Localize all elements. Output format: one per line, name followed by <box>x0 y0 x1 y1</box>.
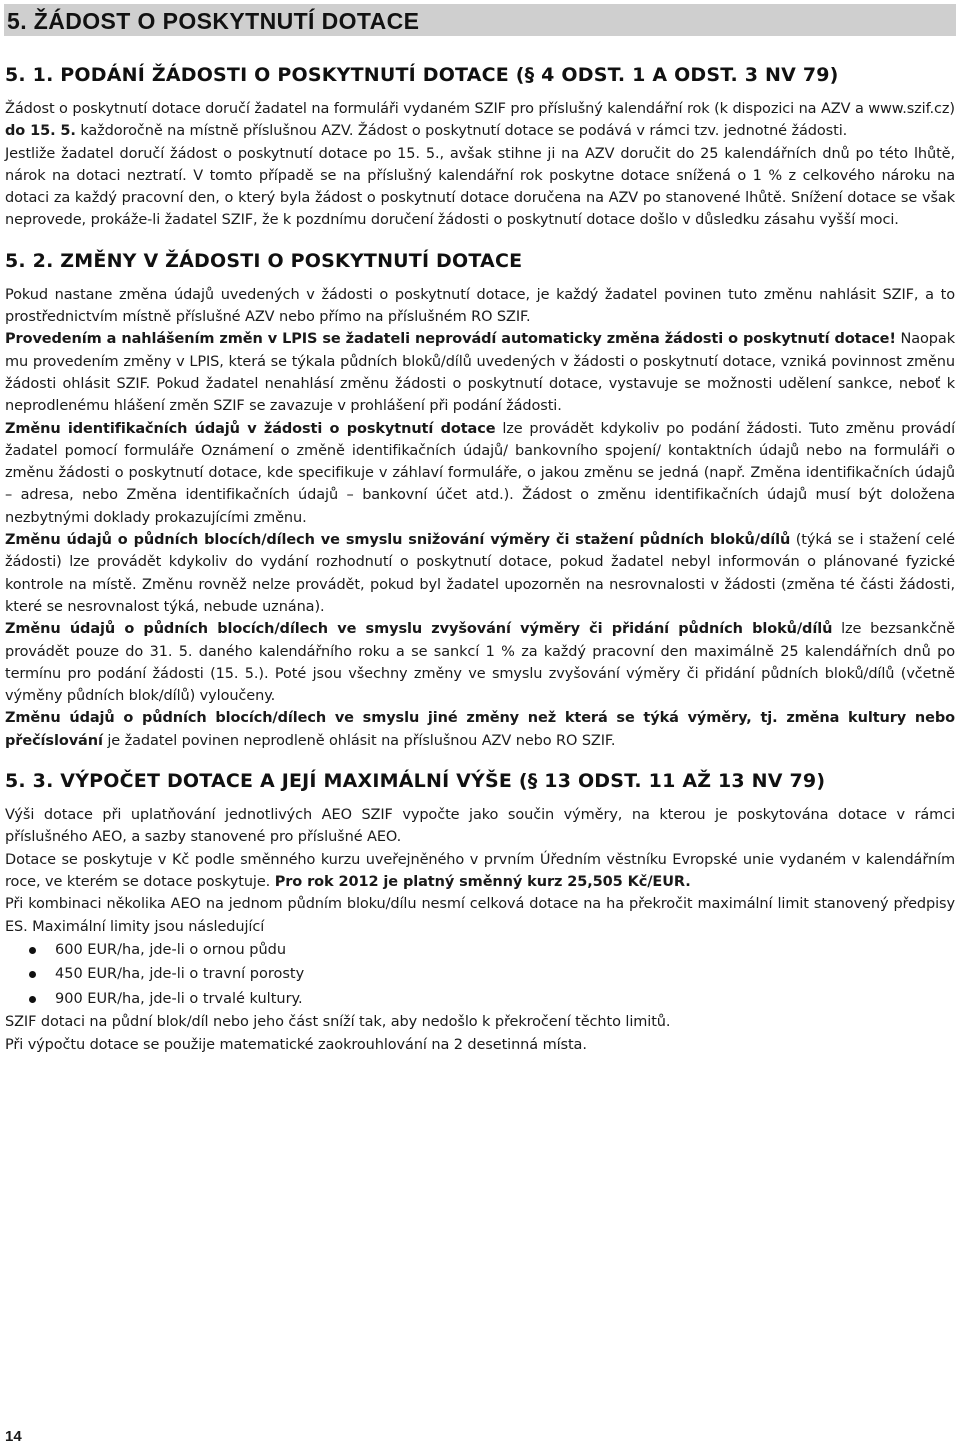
paragraph: SZIF dotaci na půdní blok/díl nebo jeho část sníží tak, aby nedošlo k překročení těchto limitů. <box>5 1014 671 1031</box>
text: lze provádět kdykoliv po podání žádosti. Tuto změnu provádí žadatel pomocí formuláře Oznámení o změně identifikačních údajů/ bankovního spojení/ kontaktních údajů nebo na formuláři o změnu žádosti o poskytnutí dotace, kde specifikuje v záhlaví formuláře, o jakou změnu se jedná (např. Změna identifikačních údajů – adresa, nebo Změna identifikačních údajů – bankovní účet atd.). Žádost o změnu identifikačních údajů musí být doložena nezbytnými doklady prokazujícími změnu. <box>5 420 956 526</box>
section-5-3 <box>5 770 955 1056</box>
section-5-2 <box>5 250 955 752</box>
text: Žádost o poskytnutí dotace doručí žadatel na formuláři vydaném SZIF pro příslušný kalendářní rok (k dispozici na AZV a www.szif.cz) <box>5 101 955 117</box>
paragraph <box>5 529 955 618</box>
bold-text: Změnu identifikačních údajů v žádosti o poskytnutí dotace <box>5 420 496 437</box>
chapter-header-bar <box>4 4 956 36</box>
bold-text: Provedením a nahlášením změn v LPIS se žadateli neprovádí automaticky změna žádosti o poskytnutí dotace! <box>5 331 896 348</box>
text: V tomto případě se na příslušný kalendářní rok poskytne dotace snížená o 1 % z celkového nároku na dotaci za každý pracovní den, o který byla žádost o poskytnutí dotace doručena na AZV po stanovené lhůtě. Snížení dotace se však neprovede, prokáže-li žadatel SZIF, že k pozdnímu doručení žádosti o poskytnutí dotace došlo v důsledku zásahu vyšší moci. <box>5 167 955 229</box>
list-item-text: 900 EUR/ha, jde-li o trvalé kultury. <box>55 990 303 1007</box>
paragraph <box>5 707 955 752</box>
paragraph: Při kombinaci několika AEO na jednom půdním bloku/dílu nesmí celková dotace na ha překročit maximální limit stanovený předpisy ES. Maximální limity jsou následující <box>5 896 955 935</box>
text: Jestliže žadatel doručí žádost o poskytnutí dotace po 15. 5., avšak stihne ji na AZV doručit do 25 kalendářních dnů po této lhůtě, nárok na dotaci neztratí. <box>5 145 955 184</box>
text: je žadatel povinen neprodleně ohlásit na příslušnou AZV nebo RO SZIF. <box>102 732 616 749</box>
section-heading: 5. 3. VÝPOČET DOTACE A JEJÍ MAXIMÁLNÍ VÝŠE (§ 13 ODST. 11 AŽ 13 NV 79) <box>5 770 826 793</box>
paragraph <box>5 98 955 143</box>
paragraph: Výši dotace při uplatňování jednotlivých AEO SZIF vypočte jako součin výměry, na kterou je poskytována dotace v rámci příslušného AEO, a sazby stanovené pro příslušné AEO. <box>5 807 955 846</box>
paragraph <box>5 143 955 232</box>
bullet-icon <box>29 947 36 954</box>
bold-text: Změnu údajů o půdních blocích/dílech ve smyslu zvyšování výměry či přidání půdních bloků/dílů <box>5 621 833 638</box>
limits-list <box>5 938 955 1012</box>
chapter-title: 5. ŽÁDOST O POSKYTNUTÍ DOTACE <box>7 8 420 34</box>
paragraph: Pokud nastane změna údajů uvedených v žádosti o poskytnutí dotace, je každý žadatel povinen tuto změnu nahlásit SZIF, a to prostřednictvím místně příslušné AZV nebo přímo na příslušném RO SZIF. <box>5 286 955 326</box>
text: (týká se i stažení celé žádosti) lze provádět kdykoliv do vydání rozhodnutí o poskytnutí dotace, pokud žadatel nebyl informován o plánované fyzické kontrole na místě. Změnu rovněž nelze provádět, pokud byl žadatel upozorněn na nesrovnalosti v žádosti (změna té části žádosti, které se nesrovnalost týká, nebude uznána). <box>5 532 955 615</box>
text: každoročně na místně příslušnou AZV. Žádost o poskytnutí dotace se podává v rámci tzv. jednotné žádosti. <box>75 123 848 140</box>
section-heading: 5. 1. PODÁNÍ ŽÁDOSTI O POSKYTNUTÍ DOTACE (§ 4 ODST. 1 A ODST. 3 NV 79) <box>5 64 839 86</box>
paragraph: Při výpočtu dotace se použije matematické zaokrouhlování na 2 desetinná místa. <box>5 1036 587 1053</box>
text: Naopak mu provedením změny v LPIS, která se týkala půdních bloků/dílů uvedených v žádosti o poskytnutí dotace, vzniká povinnost změnu žádosti ohlásit SZIF. Pokud žadatel nenahlásí změnu žádosti o poskytnutí dotace, vystavuje se možnosti udělení sankce, neboť k neprodlenému hlášení změn SZIF se zavazuje v prohlášení při podání žádosti. <box>5 331 955 415</box>
paragraph <box>5 849 955 894</box>
page-number: 14 <box>5 1428 22 1445</box>
text: lze bezsankčně provádět pouze do 31. 5. daného kalendářního roku a se sankcí 1 % za každý pracovní den maximálně 25 kalendářních dnů po termínu pro podání žádosti (15. 5.). Poté jsou všechny změny ve smyslu zvyšování výměry či přidání půdních bloků/dílů (včetně výměny půdních blok/dílů) vyloučeny. <box>5 621 955 705</box>
paragraph <box>5 418 955 529</box>
bold-text: Změnu údajů o půdních blocích/dílech ve smyslu jiné změny než která se týká výměry, tj. změna kultury nebo přečíslování <box>5 710 955 749</box>
paragraph <box>5 618 955 707</box>
paragraph <box>5 328 955 417</box>
list-item <box>27 987 955 1012</box>
bold-text: Změnu údajů o půdních blocích/dílech ve smyslu snižování výměry či stažení půdních bloků/dílů <box>5 532 791 549</box>
bold-text: Pro rok 2012 je platný směnný kurz 25,505 Kč/EUR. <box>274 873 691 890</box>
bold-text: do 15. 5. <box>5 123 76 140</box>
bullet-icon <box>29 971 36 978</box>
content <box>5 64 955 1056</box>
section-heading: 5. 2. ZMĚNY V ŽÁDOSTI O POSKYTNUTÍ DOTACE <box>5 249 523 272</box>
list-item <box>27 938 955 963</box>
list-item-text: 600 EUR/ha, jde-li o ornou půdu <box>55 941 287 958</box>
list-item <box>27 962 955 987</box>
bullet-icon <box>29 996 36 1003</box>
list-item-text: 450 EUR/ha, jde-li o travní porosty <box>55 966 305 983</box>
text: Dotace se poskytuje v Kč podle směnného kurzu uveřejněného v prvním Úředním věstníku Evropské unie vydaném v kalendářním roce, ve kterém se dotace poskytuje. <box>5 851 955 890</box>
section-5-1 <box>5 64 955 232</box>
